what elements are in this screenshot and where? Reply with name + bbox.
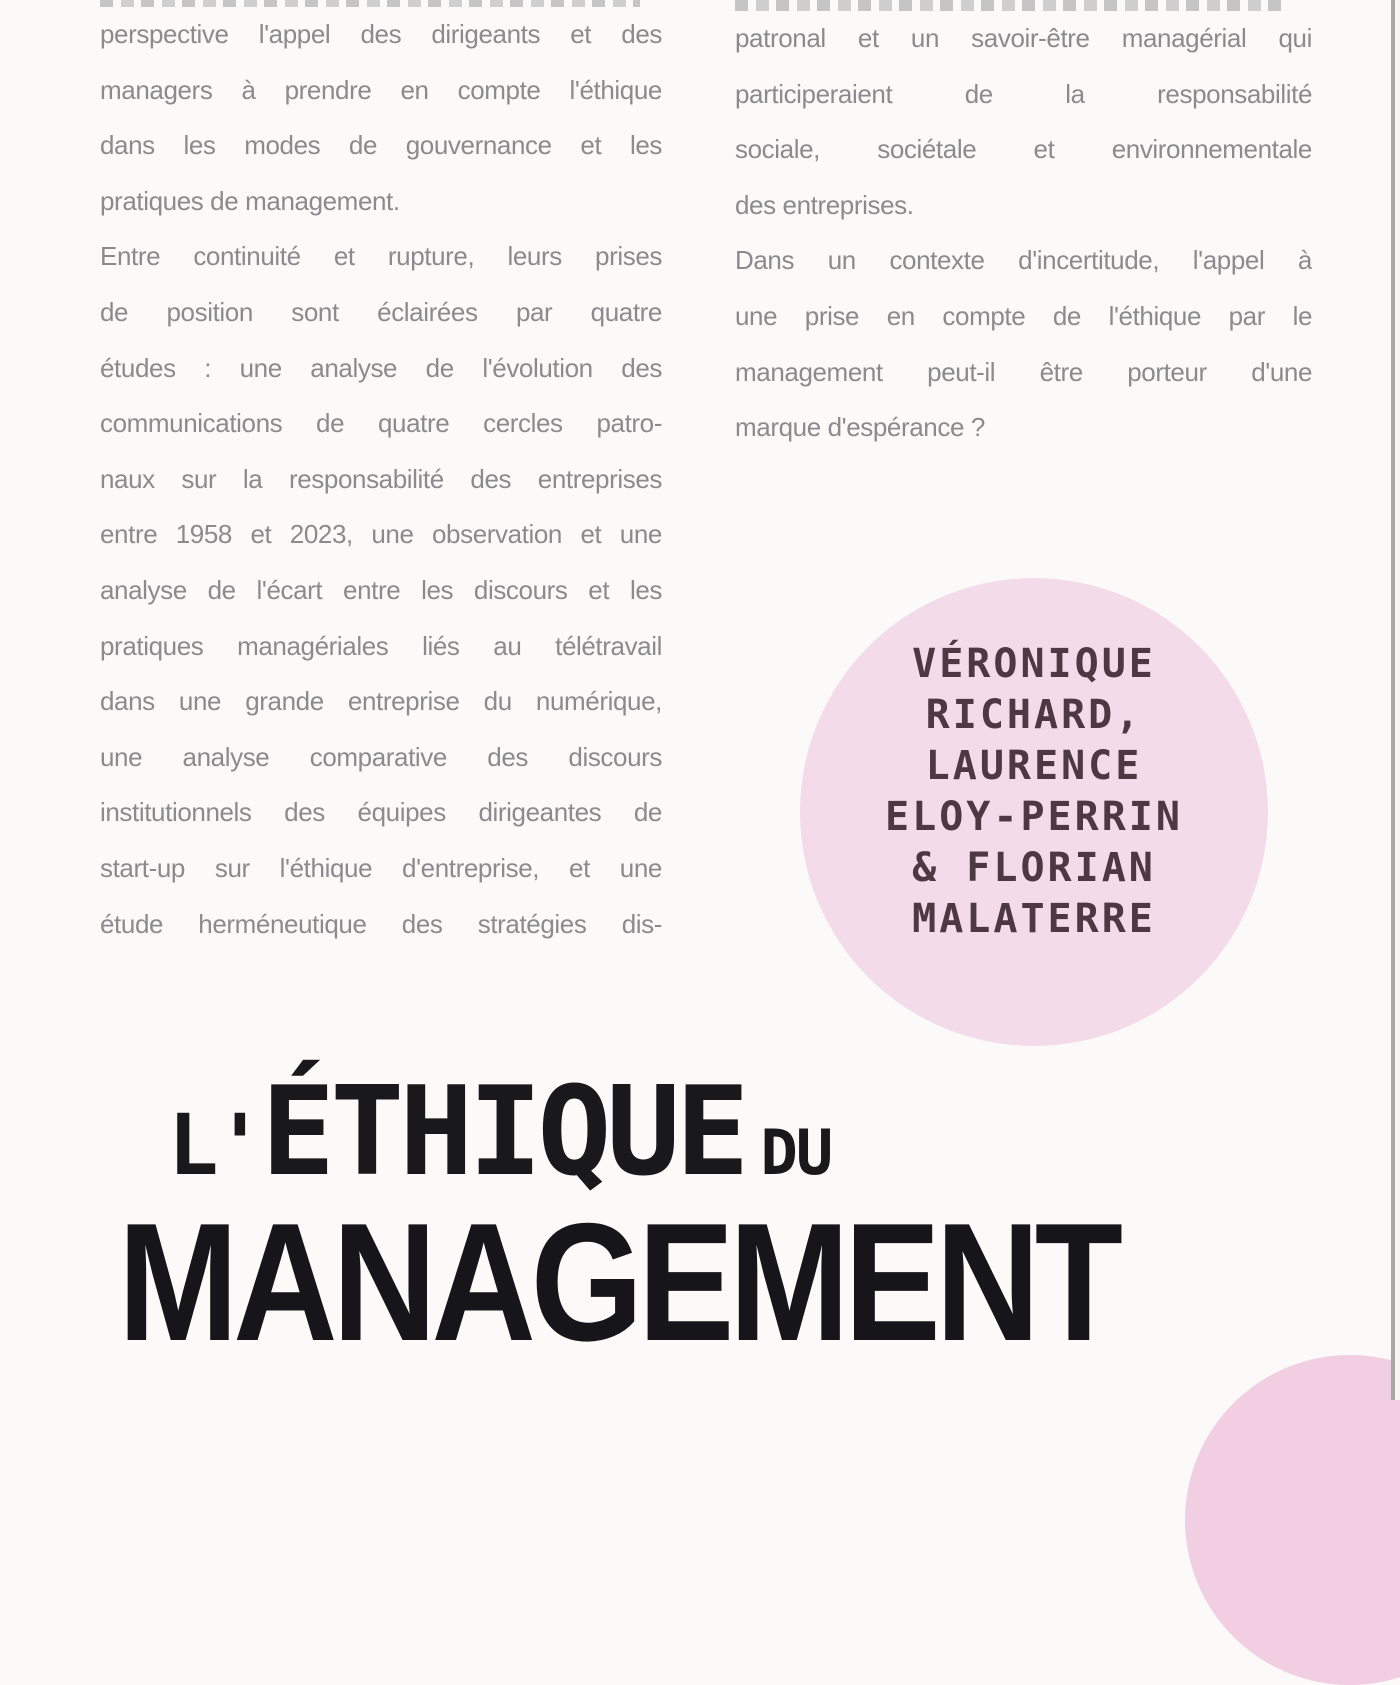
back-text-column-right [735, 0, 1312, 456]
text-line: études : une analyse de l'évolution des [100, 352, 662, 383]
text-line: sociale, sociétale et environnementale [735, 134, 1312, 165]
text-line: patronal et un savoir-être managérial qui [735, 23, 1312, 53]
text-line: Dans un contexte d'incertitude, l'appel à [735, 245, 1312, 276]
clipped-text-remnant [735, 0, 1289, 11]
title-word-management: MANAGEMENT [118, 1188, 1118, 1376]
text-line: analyse de l'écart entre les discours et les [100, 574, 662, 605]
author-name-line: & FLORIAN [912, 845, 1156, 891]
author-names [885, 639, 1183, 945]
page-edge-strip [1395, 0, 1400, 1400]
text-line: participeraient de la responsabilité [735, 78, 1312, 109]
text-line: naux sur la responsabilité des entreprises [100, 463, 662, 494]
text-line: étude herméneutique des stratégies dis- [100, 908, 662, 939]
corner-pink-circle [1185, 1355, 1400, 1685]
author-name-line: MALATERRE [912, 896, 1156, 942]
book-title-line-1 [168, 1061, 832, 1204]
author-name-line: ELOY-PERRIN [885, 794, 1183, 840]
clipped-text-remnant [100, 0, 640, 7]
text-line: dans une grande entreprise du numérique, [100, 686, 662, 717]
text-line: une prise en compte de l'éthique par le [735, 300, 1312, 331]
text-line: dans les modes de gouvernance et les [100, 130, 662, 161]
title-word-ethique: ÉTHIQUE [261, 1061, 745, 1204]
text-line: pratiques de management. [100, 185, 400, 216]
title-connector-du: DU [760, 1116, 832, 1189]
text-line: Entre continuité et rupture, leurs prises [100, 241, 662, 272]
text-line: marque d'espérance ? [735, 412, 985, 443]
text-line: management peut-il être porteur d'une [735, 356, 1312, 387]
text-line: de position sont éclairées par quatre [100, 296, 662, 327]
text-line: pratiques managériales liés au télétravail [100, 630, 662, 661]
text-line: communications de quatre cercles patro- [100, 408, 662, 439]
text-line: institutionnels des équipes dirigeantes de [100, 797, 662, 828]
author-name-line: LAURENCE [925, 743, 1143, 789]
author-name-line: RICHARD, [925, 692, 1143, 738]
text-line: managers à prendre en compte l'éthique [100, 74, 662, 105]
authors-circle [800, 578, 1268, 1046]
text-line: start-up sur l'éthique d'entreprise, et une [100, 852, 662, 883]
title-article: L' [168, 1096, 262, 1194]
book-title-line-2 [118, 1188, 1281, 1376]
text-line: une analyse comparative des discours [100, 741, 662, 772]
text-line: des entreprises. [735, 189, 914, 220]
back-text-column-left [100, 0, 662, 952]
text-line: entre 1958 et 2023, une observation et une [100, 519, 662, 550]
text-line: perspective l'appel des dirigeants et des [100, 19, 662, 49]
author-name-line: VÉRONIQUE [912, 641, 1156, 687]
